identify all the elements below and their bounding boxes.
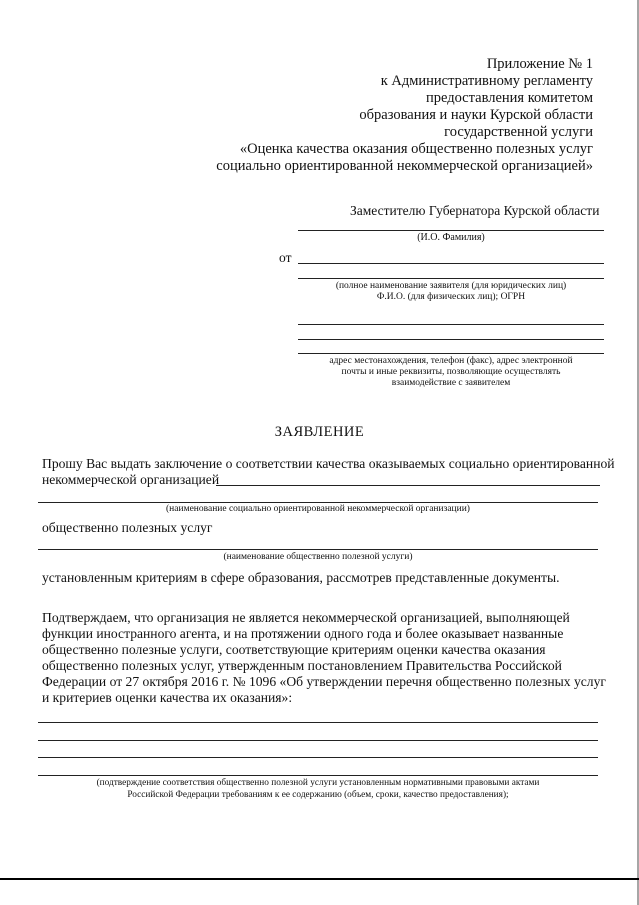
header-line: «Оценка качества оказания общественно полезных услуг: [239, 141, 593, 157]
header-line: социально ориентированной некоммерческой организацией»: [216, 158, 593, 174]
header-line: предоставления комитетом: [425, 90, 593, 106]
addressee-name-line: [298, 230, 604, 231]
applicant-line-2: [298, 278, 604, 279]
confirmation-blank-line-1: [38, 722, 598, 723]
confirmation-line-5: Федерации от 27 октября 2016 г. № 1096 «Об утверждении перечня общественно полезных услуг: [42, 674, 606, 689]
confirmation-line-4: общественно полезных услуг, утвержденным постановлением Правительства Российской: [42, 658, 562, 673]
addressee-title: Заместителю Губернатора Курской области: [350, 203, 600, 218]
confirmation-caption-2: Российской Федерации требованиям к ее содержанию (объем, сроки, качество предоставления);: [127, 790, 509, 800]
address-line-3: [298, 353, 604, 354]
address-caption-3: взаимодействие с заявителем: [391, 378, 511, 388]
address-caption-1: адрес местонахождения, телефон (факс), адрес электронной: [329, 356, 573, 366]
header-line: государственной услуги: [444, 124, 593, 140]
confirmation-line-2: функции иностранного агента, и на протяжении одного года и более оказывает названные: [42, 626, 564, 641]
applicant-line-1: [298, 263, 604, 264]
service-name-line: [38, 549, 598, 550]
criteria-text: установленным критериям в сфере образования, рассмотрев представленные документы.: [42, 570, 560, 585]
request-line-1: Прошу Вас выдать заключение о соответствии качества оказываемых социально ориентированной: [42, 456, 615, 471]
from-label: от: [279, 250, 292, 265]
org-name-line-1: [216, 485, 600, 486]
scan-edge-bottom: [0, 878, 639, 880]
applicant-caption-1: (полное наименование заявителя (для юридических лиц): [335, 281, 567, 291]
org-caption: (наименование социально ориентированной некоммерческой организации): [166, 504, 470, 514]
confirmation-blank-line-4: [38, 775, 598, 776]
address-caption-2: почты и иные реквизиты, позволяющие осуществлять: [341, 367, 561, 377]
applicant-caption-2: Ф.И.О. (для физических лиц); ОГРН: [376, 292, 526, 302]
confirmation-blank-line-2: [38, 740, 598, 741]
confirmation-line-6: и критериев оценки качества их оказания»:: [42, 690, 293, 705]
request-line-2: некоммерческой организацией: [42, 472, 220, 487]
header-line: Приложение № 1: [486, 56, 593, 72]
header-line: к Административному регламенту: [380, 73, 593, 89]
confirmation-caption-1: (подтверждение соответствия общественно полезной услуги установленным нормативными правовыми актами: [96, 778, 540, 788]
confirmation-line-3: общественно полезные услуги, соответствующие критериям оценки качества оказания: [42, 642, 546, 657]
confirmation-line-1: Подтверждаем, что организация не является некоммерческой организацией, выполняющей: [42, 610, 570, 625]
appendix-header: [216, 56, 593, 175]
header-line: образования и науки Курской области: [359, 107, 593, 123]
confirmation-blank-line-3: [38, 757, 598, 758]
address-line-2: [298, 339, 604, 340]
address-line-1: [298, 324, 604, 325]
service-caption: (наименование общественно полезной услуги): [223, 552, 413, 562]
document-title: ЗАЯВЛЕНИЕ: [274, 424, 365, 440]
fio-caption: (И.О. Фамилия): [417, 232, 485, 243]
services-label: общественно полезных услуг: [42, 520, 213, 535]
